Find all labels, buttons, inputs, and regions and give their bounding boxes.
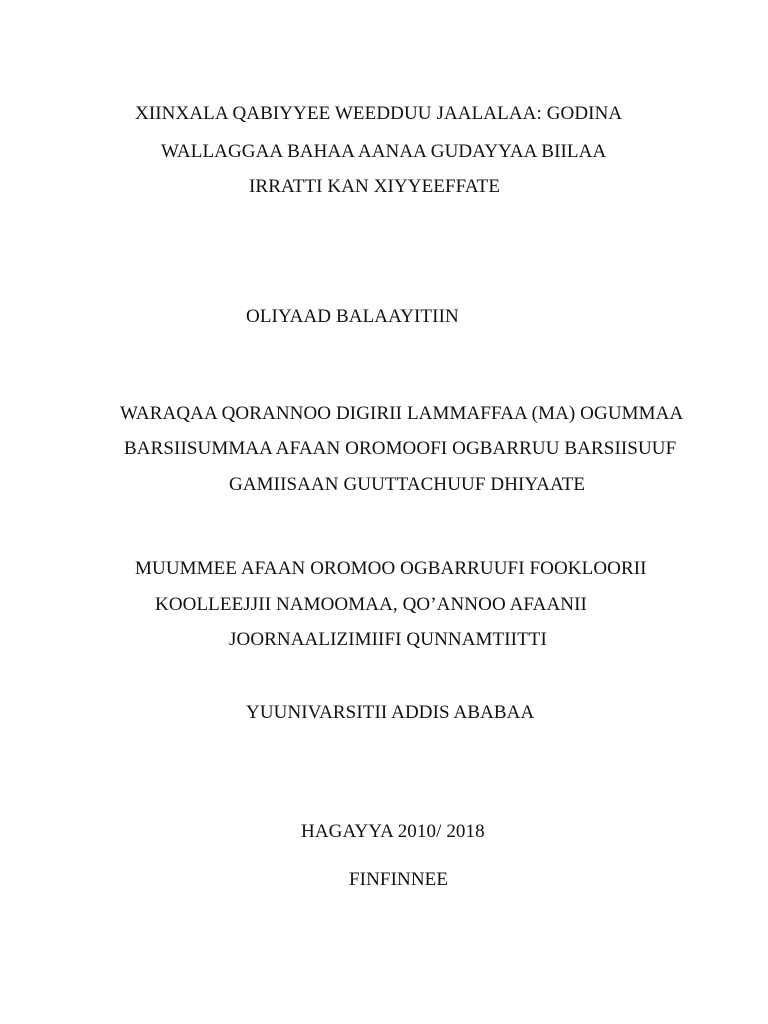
- university-name: YUUNIVARSITII ADDIS ABABAA: [246, 702, 535, 723]
- department-line-3: JOORNAALIZIMIIFI QUNNAMTIITTI: [229, 629, 547, 650]
- thesis-statement-line-3: GAMIISAAN GUUTTACHUUF DHIYAATE: [229, 474, 586, 495]
- title-line-2: WALLAGGAA BAHAA AANAA GUDAYYAA BIILAA: [161, 141, 607, 162]
- submission-date: HAGAYYA 2010/ 2018: [301, 821, 485, 842]
- department-line-1: MUUMMEE AFAAN OROMOO OGBARRUUFI FOOKLOORII: [135, 558, 647, 579]
- place-name: FINFINNEE: [349, 869, 449, 890]
- title-line-1: XIINXALA QABIYYEE WEEDDUU JAALALAA: GODINA: [135, 103, 623, 124]
- thesis-statement-line-1: WARAQAA QORANNOO DIGIRII LAMMAFFAA (MA) OGUMMAA: [120, 403, 684, 424]
- department-line-2: KOOLLEEJJII NAMOOMAA, QO’ANNOO AFAANII: [155, 594, 587, 615]
- title-line-3: IRRATTI KAN XIYYEEFFATE: [249, 176, 501, 197]
- thesis-statement-line-2: BARSIISUMMAA AFAAN OROMOOFI OGBARRUU BARSIISUUF: [124, 438, 677, 459]
- author-name: OLIYAAD BALAAYITIIN: [246, 306, 459, 327]
